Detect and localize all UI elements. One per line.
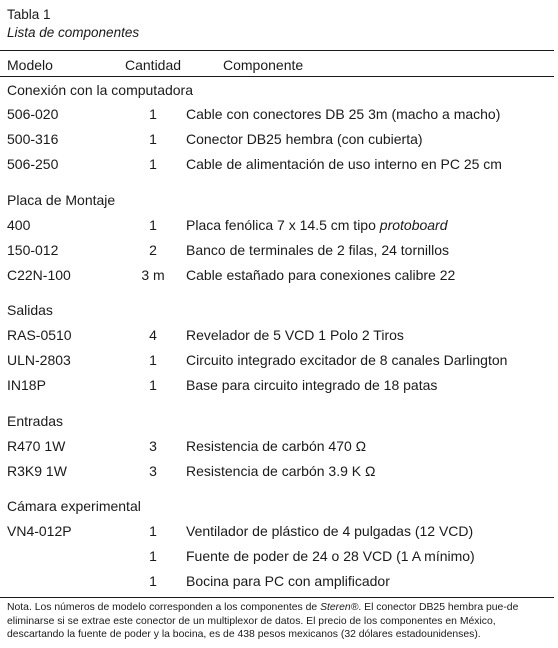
row-component: Cable estañado para conexiones calibre 22 (186, 267, 456, 283)
row-component: Resistencia de carbón 470 Ω (186, 438, 367, 454)
note-suffix: . El conector DB25 hembra pue-de eliminarse si se extrae este conector de un multiplexor de datos. El precio de los componentes en México, descartando la fuente de poder y la bocina, es de 438 pesos mexicanos (32 dólares estadounidenses). (7, 602, 519, 640)
row-component: Conector DB25 hembra (con cubierta) (186, 131, 423, 147)
table-row (0, 545, 554, 567)
row-model: IN18P (7, 377, 46, 393)
row-component: Revelador de 5 VCD 1 Polo 2 Tiros (186, 327, 404, 343)
table-row (0, 570, 554, 592)
row-model: VN4-012P (7, 523, 72, 539)
table-row (0, 153, 554, 175)
table-row (0, 324, 554, 346)
row-quantity: 2 (149, 242, 157, 258)
row-quantity: 1 (149, 106, 157, 122)
table-row (0, 128, 554, 150)
table-row (0, 435, 554, 457)
row-component-text: Placa fenólica 7 x 14.5 cm tipo (186, 217, 380, 233)
section-title: Salidas (7, 302, 53, 318)
row-model: RAS-0510 (7, 327, 72, 343)
row-model: ULN-2803 (7, 352, 71, 368)
row-model: 150-012 (7, 242, 59, 258)
header-quantity: Cantidad (125, 57, 182, 73)
row-model: 506-020 (7, 106, 59, 122)
row-component: Cable de alimentación de uso interno en PC 25 cm (186, 156, 502, 172)
row-quantity: 1 (149, 573, 157, 589)
row-quantity: 3 (149, 463, 157, 479)
table-label: Tabla 1 (7, 7, 51, 22)
row-component: Cable con conectores DB 25 3m (macho a macho) (186, 106, 501, 122)
row-component: Resistencia de carbón 3.9 K Ω (186, 463, 376, 479)
section-title: Cámara experimental (7, 498, 141, 514)
row-model: C22N-100 (7, 267, 71, 283)
header-rule (0, 76, 554, 77)
row-component: Fuente de poder de 24 o 28 VCD (1 A mínimo) (186, 548, 475, 564)
top-rule (0, 50, 554, 51)
table-row (0, 264, 554, 286)
table-row (0, 214, 554, 236)
note-prefix: Nota. Los números de modelo corresponden a los componentes de (7, 602, 321, 613)
table-row (0, 374, 554, 396)
section-title: Placa de Montaje (7, 192, 116, 208)
row-model: 400 (7, 217, 31, 233)
row-component-italic: protoboard (379, 217, 448, 233)
table-row (0, 103, 554, 125)
table-caption (7, 6, 139, 42)
row-component: Bocina para PC con amplificador (186, 573, 390, 589)
section-title: Conexión con la computadora (7, 82, 194, 98)
bottom-rule (0, 597, 554, 598)
row-quantity: 1 (149, 217, 157, 233)
row-component: Banco de terminales de 2 filas, 24 tornillos (186, 242, 450, 258)
note-brand: Steren® (320, 602, 359, 613)
row-model: 500-316 (7, 131, 59, 147)
row-quantity: 1 (149, 377, 157, 393)
row-quantity: 1 (149, 131, 157, 147)
row-quantity: 4 (149, 327, 157, 343)
row-quantity: 3 (149, 438, 157, 454)
row-component (186, 214, 448, 236)
header-model: Modelo (7, 57, 53, 73)
table-subtitle: Lista de componentes (7, 25, 140, 40)
row-model: R470 1W (7, 438, 66, 454)
section-title: Entradas (7, 413, 64, 429)
header-component: Componente (223, 57, 304, 73)
table-row (0, 239, 554, 261)
row-component: Base para circuito integrado de 18 patas (186, 377, 438, 393)
row-quantity: 1 (149, 548, 157, 564)
row-quantity: 1 (149, 523, 157, 539)
table-row (0, 460, 554, 482)
row-quantity: 1 (149, 156, 157, 172)
row-model: R3K9 1W (7, 463, 67, 479)
table-row (0, 349, 554, 371)
row-model: 506-250 (7, 156, 59, 172)
row-component: Circuito integrado excitador de 8 canales Darlington (186, 352, 508, 368)
row-quantity: 3 m (141, 267, 165, 283)
row-component: Ventilador de plástico de 4 pulgadas (12 VCD) (186, 523, 474, 539)
table-note (7, 601, 547, 642)
row-quantity: 1 (149, 352, 157, 368)
table-row (0, 520, 554, 542)
